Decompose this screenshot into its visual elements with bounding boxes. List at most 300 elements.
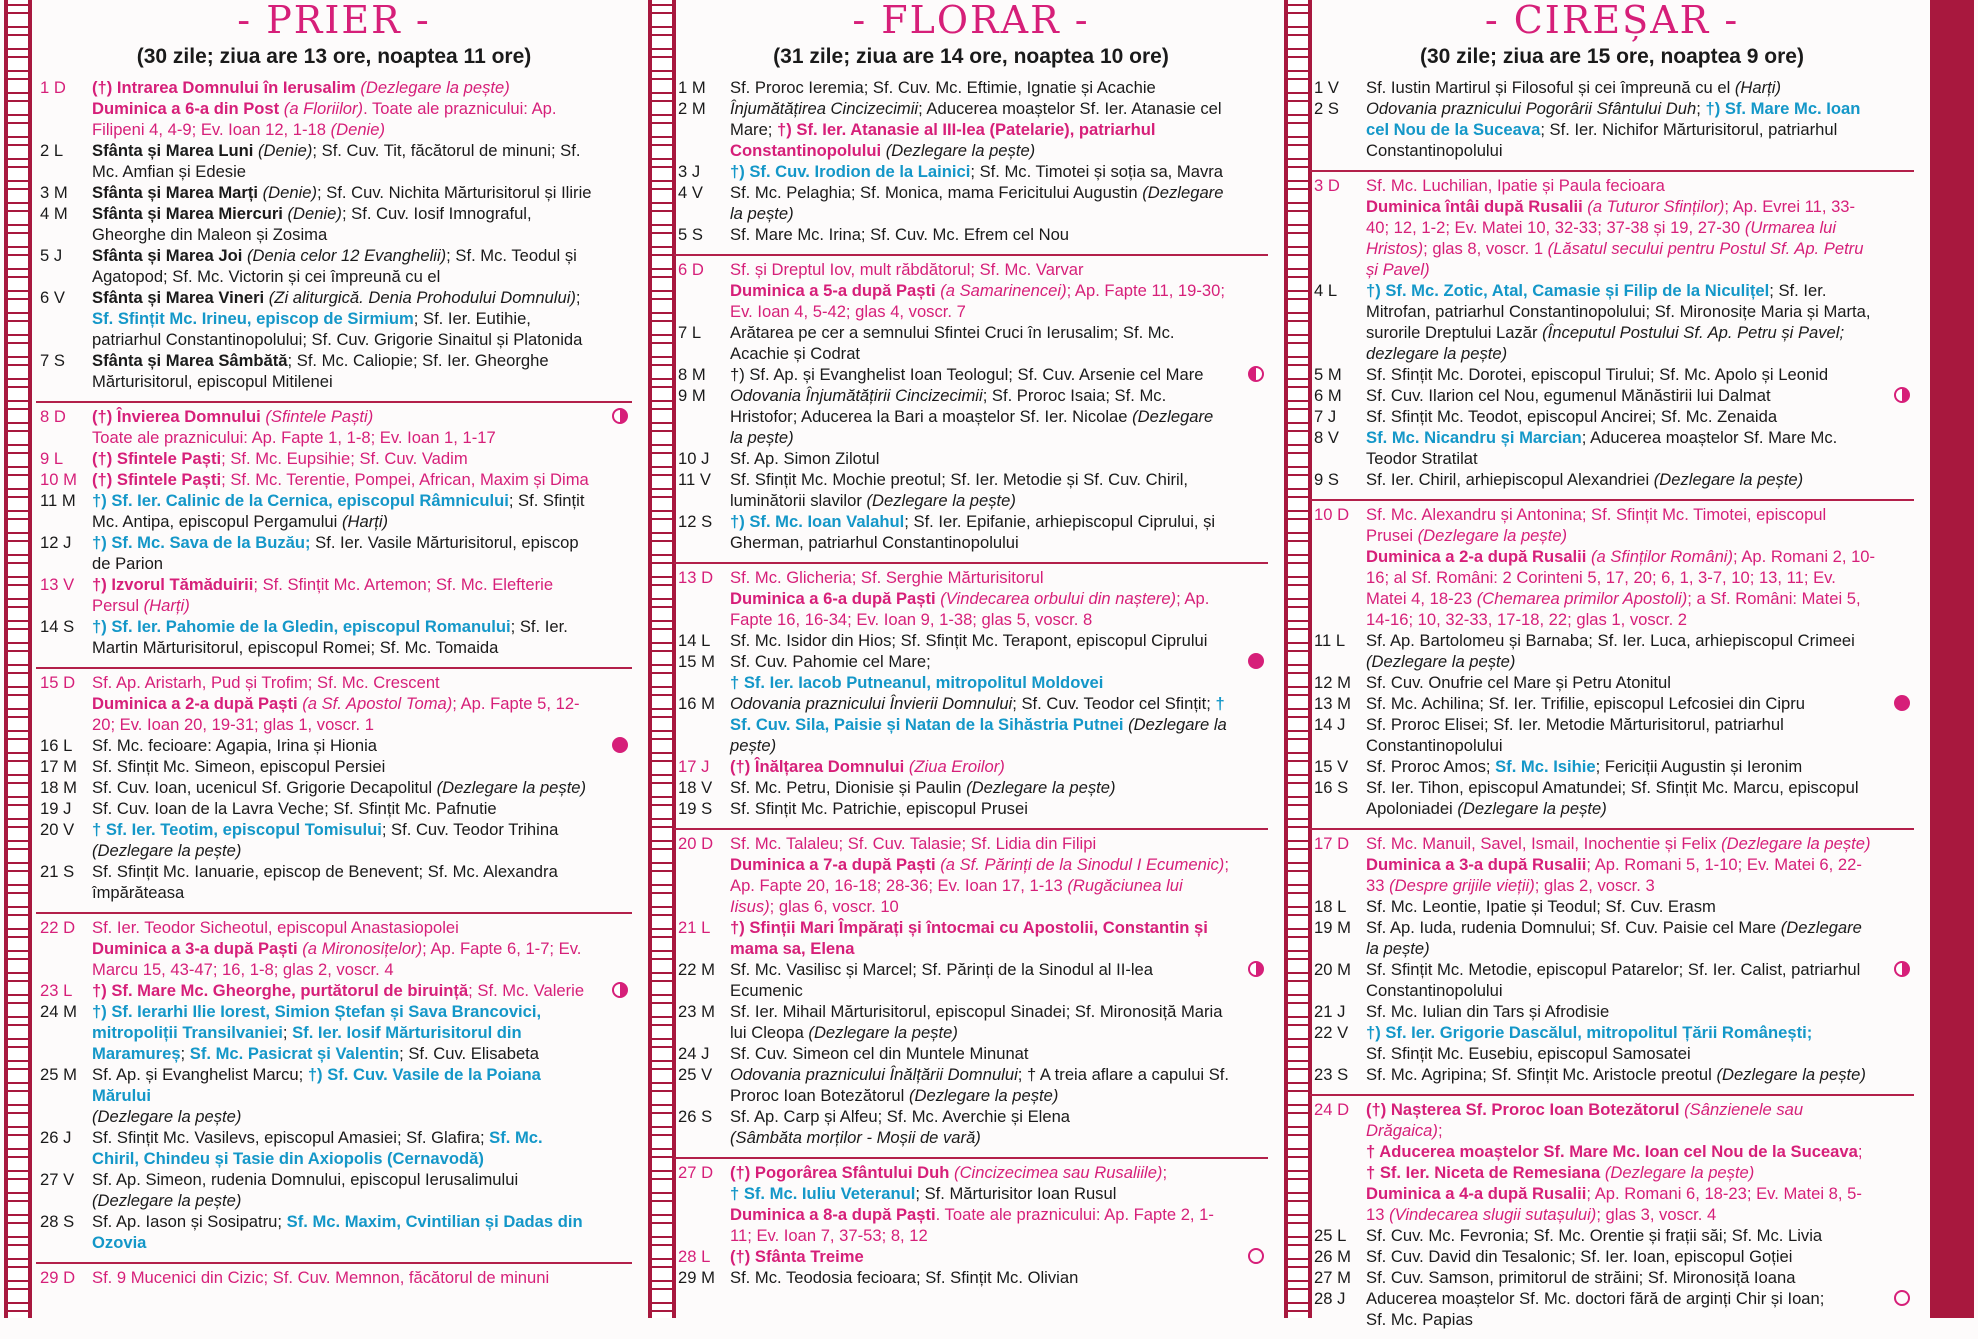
day-number: 16 S (1314, 778, 1349, 797)
day-text (730, 364, 1268, 385)
day-number: 14 L (678, 631, 711, 650)
day-text (1366, 1225, 1914, 1246)
day-text (730, 224, 1268, 245)
text-segment: Sf. Ier. Vasile Mărturisitorul, episcop de Parion (92, 533, 579, 573)
day-text (730, 798, 1268, 819)
text-segment: ; Ap. Romani 2, 10-16; al Sf. Români: 2 Corinteni 5, 17, 20; 6, 1, 3-7, 10; 13, 11; Ev. Matei 4, 18-23 (1366, 547, 1876, 608)
text-segment: ; Sf. Mc. Valerie (468, 981, 585, 1000)
text-segment: Sf. Ap. Bartolomeu și Barnaba; Sf. Ier. Luca, arhiepiscopul Crimeei (1366, 631, 1855, 650)
text-segment: ; Sf. Mc. Terentie, Pompei, African, Maxim și Dima (221, 470, 589, 489)
text-segment: (Harți) (143, 596, 190, 615)
day-entry (36, 735, 632, 756)
text-segment: ; (282, 1023, 293, 1042)
day-entry (36, 798, 632, 819)
day-entry (36, 203, 632, 245)
day-number: 2 M (678, 99, 706, 118)
text-segment: (Sfintele Paști) (265, 407, 374, 426)
moon-phase-icon (1894, 695, 1910, 711)
day-entry (674, 469, 1268, 511)
text-segment: Sf. Ap. și Evanghelist Marcu; (92, 1065, 308, 1084)
day-text (1366, 959, 1914, 1001)
text-segment: ; (1696, 99, 1706, 118)
day-text (1366, 777, 1914, 819)
moon-phase-icon (612, 408, 628, 424)
text-segment: †) Sfinții Mari Împărați și întocmai cu Apostolii, Constantin și mama sa, Elena (730, 918, 1208, 958)
day-entry (1310, 959, 1914, 1001)
day-entry (36, 777, 632, 798)
day-text (92, 406, 632, 448)
text-segment: ; † A treia aflare a capului Sf. Proroc Ioan Botezătorul (730, 1065, 1230, 1105)
day-text (730, 98, 1268, 161)
day-entry (674, 1106, 1268, 1148)
day-number: 4 L (1314, 281, 1338, 300)
day-entry (1310, 917, 1914, 959)
day-text (730, 161, 1268, 182)
day-entry (1310, 427, 1914, 469)
day-number: 2 L (40, 141, 64, 160)
day-entry (674, 1043, 1268, 1064)
text-segment: ; Sf. Cuv. Nichita Mărturisitorul și Ilirie (317, 183, 592, 202)
text-segment: (Dezlegare la pește) (730, 183, 1224, 223)
text-segment: Duminica a 3-a după Paști (92, 939, 303, 958)
text-segment: Sf. Cuv. Ioan, ucenicul Sf. Grigorie Decapolitul (92, 778, 437, 797)
text-segment: (Dezlegare la pește) (92, 841, 242, 860)
day-text (92, 574, 632, 616)
moon-phase-icon (1248, 653, 1264, 669)
text-segment: (Dezlegare la pește) (360, 78, 510, 97)
day-entry (1310, 1001, 1914, 1022)
day-entry (674, 448, 1268, 469)
day-number: 6 D (678, 260, 704, 279)
day-text (92, 777, 632, 798)
day-entry (1310, 896, 1914, 917)
day-number: 17 J (678, 757, 710, 776)
month-title: - FLORAR - (852, 0, 1090, 42)
day-text (730, 1267, 1268, 1288)
day-number: 23 L (40, 981, 73, 1000)
day-number: 5 J (40, 246, 63, 265)
day-entry (674, 322, 1268, 364)
day-text (730, 182, 1268, 224)
text-segment: (Începutul Postului Sf. Ap. Petru și Pavel; dezlegare la pește) (1366, 323, 1845, 363)
text-segment: ; Sf. Mărturisitor Ioan Rusul (915, 1184, 1117, 1203)
day-text (730, 1162, 1268, 1246)
day-text (730, 567, 1268, 630)
day-entry (36, 77, 632, 140)
day-entry (36, 861, 632, 903)
text-segment: (Dezlegare la pește) (1366, 918, 1862, 958)
text-segment: (Dezlegare la pește) (436, 778, 587, 797)
text-segment: †) Sf. Mc. Zotic, Atal, Camasie și Filip de la Niculițel (1366, 281, 1770, 300)
day-entry (674, 77, 1268, 98)
text-segment: (†) Sfânta Treime (730, 1247, 864, 1266)
text-segment: ; Sf. Proroc Isaia; Sf. Mc. Hristofor; Aducerea la Bari a moaștelor Sf. Ier. Nicolae (730, 386, 1167, 426)
text-segment: (†) Sfintele Paști (92, 449, 222, 468)
day-text (92, 448, 632, 469)
day-number: 27 D (678, 1163, 714, 1182)
day-entry (1310, 504, 1914, 630)
text-segment: (†) Nașterea Sf. Proroc Ioan Botezătorul (1366, 1100, 1685, 1119)
text-segment: Sf. Cuv. Onufrie cel Mare și Petru Atonitul (1366, 673, 1671, 692)
day-group (36, 1264, 632, 1297)
day-text (730, 833, 1268, 917)
text-segment: ; Ap. Fapte 16, 16-34; Ev. Ioan 9, 1-38; glas 5, voscr. 8 (730, 589, 1210, 629)
text-segment: Duminica a 2-a după Rusalii (1366, 547, 1591, 566)
text-segment: Sf. Mc. Isidor din Hios; Sf. Sfințit Mc. Terapont, episcopul Ciprului (730, 631, 1208, 650)
text-segment: Sf. 9 Mucenici din Cizic; Sf. Cuv. Memnon, făcătorul de minuni (92, 1268, 550, 1287)
text-segment: †) Sf. Mare Mc. Ioan cel Nou de la Suceava (1366, 99, 1861, 139)
text-segment: ; Ap. Romani 5, 1-10; Ev. Matei 6, 22-33 (1366, 855, 1862, 895)
text-segment: †) Sf. Ap. și Evanghelist Ioan Teologul; Sf. Cuv. Arsenie cel Mare (730, 365, 1204, 384)
day-number: 19 M (1314, 918, 1351, 937)
text-segment: Sf. Proroc Ieremia; Sf. Cuv. Mc. Eftimie, Ignatie și Acachie (730, 78, 1156, 97)
day-entry (674, 959, 1268, 1001)
day-text (92, 672, 632, 735)
text-segment: Duminica a 2-a după Paști (92, 694, 303, 713)
day-entry (36, 532, 632, 574)
day-entry (674, 1267, 1268, 1288)
text-segment: ; Ap. Evrei 11, 33-40; 12, 1-2; Ev. Matei 10, 32-33; 37-38 și 19, 27-30 (1366, 197, 1856, 237)
day-group (1310, 830, 1914, 1096)
text-segment: (a Sfinților Români) (1591, 547, 1734, 566)
text-segment: . Toate ale praznicului: Ap. Fapte 2, 1-11; Ev. Ioan 7, 37-53; 8, 12 (730, 1205, 1214, 1245)
day-number: 29 M (678, 1268, 715, 1287)
text-segment: † Sf. Ier. Iacob Putneanul, mitropolitul Moldovei (730, 673, 1104, 692)
day-number: 7 L (678, 323, 702, 342)
text-segment: Sfânta și Marea Luni (92, 141, 258, 160)
text-segment: Sf. Ap. Simon Zilotul (730, 449, 880, 468)
text-segment: Sf. Sfințit Mc. Mochie preotul; Sf. Ier. Metodie și Sf. Cuv. Chiril, luminătorii slavilor (730, 470, 1189, 510)
text-segment: Sf. Cuv. Ilarion cel Nou, egumenul Mănăstirii lui Dalmat (1366, 386, 1771, 405)
text-segment: Sf. Mc. Petru, Dionisie și Paulin (730, 778, 967, 797)
day-text (1366, 77, 1914, 98)
day-number: 10 M (40, 470, 77, 489)
day-entry (36, 1064, 632, 1127)
text-segment: Sfânta și Marea Joi (92, 246, 247, 265)
day-text (1366, 469, 1914, 490)
day-number: 13 M (1314, 694, 1351, 713)
text-segment: Sf. Ap. Simeon, rudenia Domnului, episcopul Ierusalimului (92, 1170, 519, 1189)
day-entry (36, 182, 632, 203)
text-segment: Sf. și Dreptul Iov, mult răbdătorul; Sf. Mc. Varvar (730, 260, 1084, 279)
day-entry (674, 161, 1268, 182)
text-segment: (Chemarea primilor Apostoli) (1476, 589, 1688, 608)
text-segment: (Dezlegare la pește) (866, 491, 1016, 510)
text-segment: ; Sf. Mc. Timotei și soția sa, Mavra (970, 162, 1224, 181)
text-segment: Sf. Sfințit Mc. Teodot, episcopul Ancirei; Sf. Mc. Zenaida (1366, 407, 1778, 426)
text-segment: ; Sf. Ier. Martin Mărturisitorul, episcopul Romei; Sf. Mc. Tomaida (92, 617, 568, 657)
text-segment: ; Sf. Cuv. Tit, făcătorul de minuni; Sf. Mc. Amfian și Edesie (92, 141, 581, 181)
day-text (92, 532, 632, 574)
day-number: 13 V (40, 575, 75, 594)
day-text (1366, 917, 1914, 959)
text-segment: (Dezlegare la pește) (1457, 799, 1607, 818)
text-segment: Sf. Mc. Glicheria; Sf. Serghie Mărturisitorul (730, 568, 1044, 587)
text-segment: Sf. Ap. Aristarh, Pud și Trofim; Sf. Mc. Crescent (92, 673, 440, 692)
day-number: 22 D (40, 918, 76, 937)
day-text (730, 1064, 1268, 1106)
text-segment: Sf. Cuv. David din Tesalonic; Sf. Ier. Ioan, episcopul Goției (1366, 1247, 1793, 1266)
text-segment: ; Sf. Sfințit Mc. Artemon; Sf. Mc. Elefterie Persul (92, 575, 554, 615)
moon-phase-icon (1894, 961, 1910, 977)
text-segment: Sf. Sfințit Mc. Ianuarie, episcop de Benevent; Sf. Mc. Alexandra împărăteasa (92, 862, 558, 902)
text-segment: Sf. Mc. Leontie, Ipatie și Teodul; Sf. Cuv. Erasm (1366, 897, 1716, 916)
text-segment: (†) Pogorârea Sfântului Duh (730, 1163, 955, 1182)
day-text (1366, 1022, 1914, 1064)
text-segment: † Aducerea moaștelor Sf. Mare Mc. Ioan cel Nou de la Suceava (1366, 1142, 1858, 1161)
text-segment: (Dezlegare la pește) (92, 1191, 242, 1210)
day-number: 7 J (1314, 407, 1337, 426)
day-text (92, 861, 632, 903)
text-segment: ; Ap. Fapte 6, 1-7; Ev. Marcu 15, 43-47; 16, 1-8; glas 2, voscr. 4 (92, 939, 582, 979)
text-segment: Sf. Mc. fecioare: Agapia, Irina și Hionia (92, 736, 377, 755)
day-text (92, 1211, 632, 1253)
text-segment: (a Samarinencei) (940, 281, 1067, 300)
text-segment: (Dezlegare la pește) (966, 778, 1116, 797)
day-text (1366, 714, 1914, 756)
day-number: 21 S (40, 862, 75, 881)
day-entry (1310, 385, 1914, 406)
day-text (730, 1001, 1268, 1043)
day-text (1366, 98, 1914, 161)
text-segment: Sf. Sfințit Mc. Patrichie, episcopul Prusei (730, 799, 1028, 818)
text-segment: ; Ap. Fapte 5, 12-20; Ev. Ioan 20, 19-31; glas 1, voscr. 1 (92, 694, 580, 734)
day-number: 1 D (40, 78, 66, 97)
month-column-ciresar (1310, 0, 1914, 1339)
text-segment: Aducerea moaștelor Sf. Mc. doctori fără de arginți Chir și Ioan; (1366, 1289, 1825, 1308)
day-number: 20 D (678, 834, 714, 853)
day-text (730, 693, 1268, 756)
day-entry (1310, 833, 1914, 896)
day-number: 3 D (1314, 176, 1340, 195)
day-entry (36, 406, 632, 448)
text-segment: (Zi aliturgică. Denia Prohodului Domnului) (268, 288, 576, 307)
day-number: 17 M (40, 757, 77, 776)
moon-phase-icon (1248, 1248, 1264, 1264)
text-segment: Sf. Cuv. Mc. Fevronia; Sf. Mc. Orentie și frații săi; Sf. Mc. Livia (1366, 1226, 1823, 1245)
day-text (730, 322, 1268, 364)
day-number: 14 J (1314, 715, 1346, 734)
day-text (92, 819, 632, 861)
moon-phase-icon (1894, 387, 1910, 403)
moon-phase-icon (1894, 1290, 1910, 1306)
text-segment: Sf. Cuv. Samson, primitorul de străini; Sf. Mironosiță Ioana (1366, 1268, 1796, 1287)
text-segment: Sf. Ap. Carp și Alfeu; Sf. Mc. Averchie și Elena (730, 1107, 1071, 1126)
text-segment: †) Izvorul Tămăduirii (92, 575, 254, 594)
text-segment: Toate ale praznicului: Ap. Fapte 1, 1-8; Ev. Ioan 1, 1-17 (92, 428, 496, 447)
day-entry (1310, 672, 1914, 693)
text-segment: †) Sf. Cuv. Vasile de la Poiana Mărului (92, 1065, 541, 1105)
text-segment: Sf. Mc. Papias (1366, 1310, 1473, 1329)
day-entry (674, 224, 1268, 245)
text-segment: Odovania praznicului Pogorârii Sfântului Duh (1366, 99, 1697, 118)
day-entry (674, 1162, 1268, 1246)
day-entry (1310, 406, 1914, 427)
day-group (36, 403, 632, 669)
day-entry (1310, 630, 1914, 672)
day-number: 20 V (40, 820, 75, 839)
text-segment: (Cincizecimea sau Rusaliile) (954, 1163, 1163, 1182)
text-segment: †) Sf. Ier. Atanasie al III-lea (Patelarie), patriarhul Constantinopolului (730, 120, 1156, 160)
text-segment: ; Sf. Cuv. Elisabeta (399, 1044, 540, 1063)
month-entries (36, 74, 632, 1297)
month-column-florar (674, 0, 1268, 1297)
day-entry (1310, 1099, 1914, 1225)
day-number: 28 J (1314, 1289, 1346, 1308)
day-entry (36, 980, 632, 1001)
day-number: 15 M (678, 652, 715, 671)
moon-phase-icon (1248, 961, 1264, 977)
day-entry (36, 490, 632, 532)
day-number: 6 V (40, 288, 65, 307)
text-segment: † Sf. Ier. Niceta de Remesiana (1366, 1163, 1605, 1182)
month-title: - CIREȘAR - (1484, 0, 1740, 42)
text-segment: (a Tuturor Sfinților) (1587, 197, 1725, 216)
day-number: 19 J (40, 799, 72, 818)
text-segment: Sf. Mc. Pelaghia; Sf. Monica, mama Fericitului Augustin (730, 183, 1143, 202)
day-number: 18 V (678, 778, 713, 797)
moon-phase-icon (612, 982, 628, 998)
text-segment: (Dezlegare la pește) (808, 1023, 958, 1042)
day-text (730, 917, 1268, 959)
text-segment: Sf. Mc. Manuil, Savel, Ismail, Inochentie și Felix (1366, 834, 1722, 853)
text-segment: Odovania Înjumătățirii Cincizecimii (730, 386, 983, 405)
day-text (92, 140, 632, 182)
text-segment: Duminica a 8-a după Paști (730, 1205, 936, 1224)
day-text (92, 735, 632, 756)
text-segment: Sf. Mc. Nicandru și Marcian (1366, 428, 1582, 447)
text-segment: Sf. Mc. Pasicrat și Valentin (189, 1044, 400, 1063)
day-number: 20 M (1314, 960, 1351, 979)
text-segment: (Denie) (287, 204, 342, 223)
day-text (730, 756, 1268, 777)
day-entry (36, 469, 632, 490)
month-column-prier (36, 0, 632, 1297)
text-segment: . Toate ale praznicului: Ap. Filipeni 4, 4-9; Ev. Ioan 12, 1-18 (92, 99, 557, 139)
day-entry (1310, 364, 1914, 385)
text-segment: Sf. Cuv. Ioan de la Lavra Veche; Sf. Sfințit Mc. Pafnutie (92, 799, 497, 818)
day-entry (1310, 1246, 1914, 1267)
day-text (1366, 1099, 1914, 1225)
day-number: 9 S (1314, 470, 1339, 489)
text-segment: (Dezlegare la pește) (1604, 1163, 1755, 1182)
day-text (92, 350, 632, 392)
text-segment: † Sf. Mc. Iuliu Veteranul (730, 1184, 916, 1203)
text-segment: Sf. Ier. Chiril, arhiepiscopul Alexandriei (1366, 470, 1654, 489)
text-segment: †) Sf. Ier. Pahomie de la Gledin, episcopul Romanului (92, 617, 511, 636)
day-number: 4 V (678, 183, 703, 202)
day-entry (36, 917, 632, 980)
day-entry (1310, 1225, 1914, 1246)
day-entry (1310, 1267, 1914, 1288)
text-segment: Sfânta și Marea Sâmbătă (92, 351, 288, 370)
decorative-border-middle-1 (648, 0, 676, 1318)
day-entry (1310, 77, 1914, 98)
day-text (1366, 427, 1914, 469)
day-entry (674, 651, 1268, 693)
text-segment: † Sf. Ier. Teotim, episcopul Tomisului (92, 820, 382, 839)
day-number: 11 V (678, 470, 711, 489)
day-text (730, 959, 1268, 1001)
day-number: 2 S (1314, 99, 1339, 118)
day-text (730, 511, 1268, 553)
day-number: 18 L (1314, 897, 1347, 916)
text-segment: ; Sf. Mc. Eupsihie; Sf. Cuv. Vadim (221, 449, 468, 468)
day-number: 9 L (40, 449, 64, 468)
day-entry (36, 616, 632, 658)
day-number: 21 L (678, 918, 711, 937)
day-entry (674, 511, 1268, 553)
text-segment: ; Sf. Ier. Mitrofan, patriarhul Constantinopolului; Sf. Mironosițe Maria și Marta, surorile Dreptului Lazăr (1366, 281, 1871, 342)
text-segment: Duminica a 7-a după Paști (730, 855, 941, 874)
text-segment: (Sânzienele sau Drăgaica) (1366, 1100, 1804, 1140)
text-segment: (a Floriilor) (283, 99, 364, 118)
day-number: 24 D (1314, 1100, 1350, 1119)
text-segment: Sf. Mc. Agripina; Sf. Sfințit Mc. Aristocle preotul (1366, 1065, 1717, 1084)
day-group (1310, 74, 1914, 172)
text-segment: (Dezlegare la pește) (908, 1086, 1059, 1105)
text-segment: ; glas 3, voscr. 4 (1596, 1205, 1717, 1224)
day-text (1366, 672, 1914, 693)
day-text (730, 385, 1268, 448)
text-segment: ; Sf. Cuv. Teodor cel Sfințit; (1012, 694, 1216, 713)
day-group (674, 256, 1268, 564)
day-number: 23 S (1314, 1065, 1349, 1084)
text-segment: (Dezlegare la pește) (730, 407, 1214, 447)
text-segment: †) Sf. Ier. Calinic de la Cernica, episcopul Râmnicului (92, 491, 509, 510)
day-number: 5 S (678, 225, 703, 244)
day-entry (1310, 469, 1914, 490)
month-subtitle: (30 zile; ziua are 15 ore, noaptea 9 ore) (1420, 45, 1804, 68)
day-number: 14 S (40, 617, 75, 636)
day-group (674, 564, 1268, 830)
day-number: 27 M (1314, 1268, 1351, 1287)
text-segment: Sf. Mc. Achilina; Sf. Ier. Trifilie, episcopul Lefcosiei din Cipru (1366, 694, 1806, 713)
day-entry (36, 448, 632, 469)
day-number: 12 J (40, 533, 72, 552)
text-segment: Sf. Ier. Mihail Mărturisitorul, episcopul Sinadei; Sf. Mironosiță Maria lui Cleopa (730, 1002, 1223, 1042)
day-text (92, 980, 632, 1001)
text-segment: Sf. Mc. Luchilian, Ipatie și Paula fecioara (1366, 176, 1665, 195)
decorative-border-right (1930, 0, 1974, 1318)
day-entry (674, 693, 1268, 756)
day-text (730, 448, 1268, 469)
text-segment: Sf. Iustin Martirul și Filosoful și cei împreună cu el (1366, 78, 1735, 97)
day-text (1366, 756, 1914, 777)
day-number: 1 M (678, 78, 706, 97)
day-text (730, 469, 1268, 511)
day-entry (674, 259, 1268, 322)
day-entry (36, 1169, 632, 1211)
day-group (1310, 172, 1914, 501)
text-segment: †) Sf. Mc. Ioan Valahul (730, 512, 905, 531)
day-number: 10 D (1314, 505, 1350, 524)
text-segment: Sfânta și Marea Miercuri (92, 204, 288, 223)
text-segment: Sf. Mc. Alexandru și Antonina; Sf. Sfințit Mc. Timotei, episcopul Prusei (1366, 505, 1827, 545)
day-text (92, 469, 632, 490)
text-segment: (†) Intrarea Domnului în Ierusalim (92, 78, 361, 97)
day-entry (674, 385, 1268, 448)
day-number: 11 L (1314, 631, 1346, 650)
text-segment: (Harți) (341, 512, 389, 531)
day-number: 24 J (678, 1044, 710, 1063)
day-entry (674, 833, 1268, 917)
day-number: 17 D (1314, 834, 1350, 853)
day-number: 23 M (678, 1002, 715, 1021)
day-number: 25 V (678, 1065, 713, 1084)
text-segment: Sf. Mare Mc. Irina; Sf. Cuv. Mc. Efrem cel Nou (730, 225, 1070, 244)
day-entry (36, 672, 632, 735)
